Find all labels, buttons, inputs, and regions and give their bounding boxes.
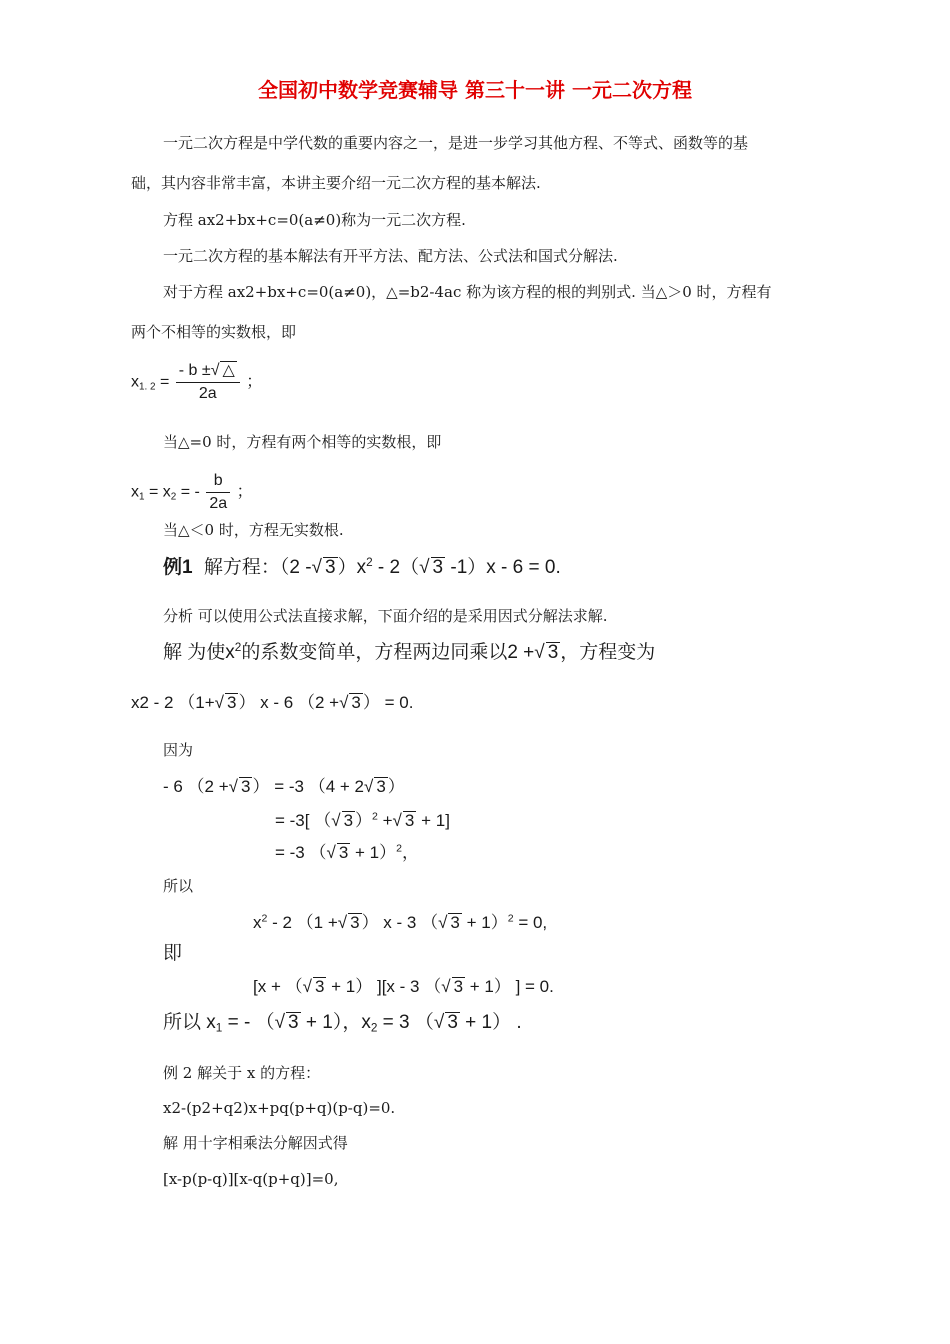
discriminant-paragraph-line-1: 对于方程 ax2+bx+c=0(a≠0)，△=b2-4ac 称为该方程的根的判别式. 当△＞0 时，方程有: [163, 283, 772, 301]
discriminant-paragraph-line-2: 两个不相等的实数根，即: [131, 323, 297, 341]
therefore-label: 所以: [163, 877, 194, 895]
equal-roots-formula: $x_1 = x_2$ = - $\frac{b}{2a}$ ；: [131, 472, 253, 512]
namely-label: 即: [163, 943, 183, 964]
example-2-solution: 解 用十字相乘法分解因式得: [163, 1134, 348, 1152]
calculation-line-1: - 6 （2 +√ 3 ） = -3 （4 + 2√ 3 ）: [163, 777, 405, 796]
because-label: 因为: [163, 741, 194, 759]
solution-1-intro: 解 为使$x^2$的系数变简单，方程两边同乘以2 +√ 3 ，方程变为: [163, 640, 656, 663]
calculation-line-3: = -3 （√ 3 + 1）$^2$，: [275, 842, 420, 862]
no-roots-paragraph: 当△＜0 时，方程无实数根.: [163, 521, 344, 539]
transformed-equation: x2 - 2 （1+√ 3 ） x - 6 （2 +√ 3 ） = 0.: [131, 693, 414, 712]
page-title: 全国初中数学竞赛辅导 第三十一讲 一元二次方程: [258, 78, 692, 102]
factored-equation: $x^2 - 2$ （1 +√ 3 ） x - 3 （√ 3 + 1）$^2$ = 0,: [253, 912, 548, 932]
analysis-paragraph: 分析 可以使用公式法直接求解，下面介绍的是采用因式分解法求解.: [163, 607, 608, 625]
equal-roots-paragraph: 当△=0 时，方程有两个相等的实数根，即: [163, 433, 442, 451]
roots-result: 所以 $x_1$ = - （√ 3 + 1），$x_2 = 3$ （√ 3 + 1） .: [163, 1012, 522, 1035]
product-equation: [x + （√ 3 + 1） ][x - 3 （√ 3 + 1） ] = 0.: [253, 977, 554, 996]
example-1-statement: 例1 解方程：（2 -√ 3 ）$x^2 - 2(√$ 3 -1）x - 6 = 0.: [163, 555, 561, 578]
quadratic-formula-fraction: $\frac{- b \pm√ \triangle}{2a}$: [176, 360, 240, 405]
quadratic-formula: $x_{1. 2}$ = $\frac{- b \pm√ \triangle}{2a}$ ；: [131, 360, 262, 405]
intro-paragraph-line-1: 一元二次方程是中学代数的重要内容之一，是进一步学习其他方程、不等式、函数等的基: [163, 134, 749, 152]
calculation-line-2: = -3[ （√ 3 ）$^2$ +√ 3 + 1]: [275, 810, 450, 830]
example-2-result: [x-p(p-q)][x-q(p+q)]=0,: [163, 1170, 339, 1188]
example-2-heading: 例 2 解关于 x 的方程：: [163, 1064, 321, 1082]
definition-paragraph: 方程 ax2+bx+c=0(a≠0)称为一元二次方程.: [163, 211, 466, 229]
example-2-equation: x2-(p2+q2)x+pq(p+q)(p-q)=0.: [163, 1099, 396, 1117]
intro-paragraph-line-2: 础，其内容非常丰富，本讲主要介绍一元二次方程的基本解法.: [131, 174, 541, 192]
methods-paragraph: 一元二次方程的基本解法有开平方法、配方法、公式法和国式分解法.: [163, 247, 618, 265]
